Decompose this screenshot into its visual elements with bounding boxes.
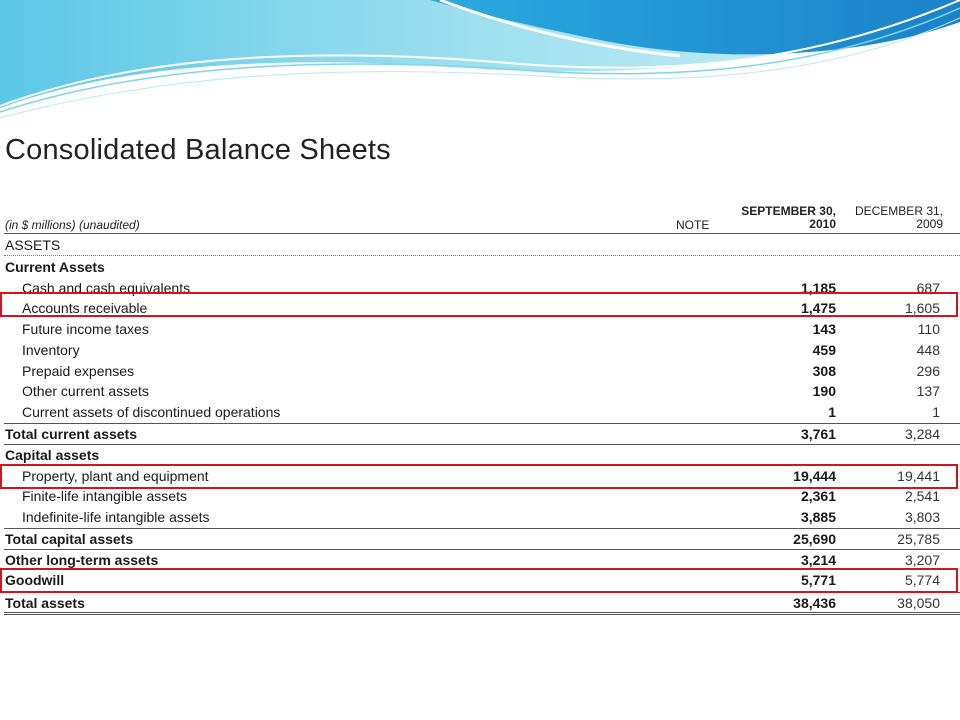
column-header-2010-line2: 2010: [809, 217, 836, 231]
table-row: [0, 550, 960, 570]
table-row: [0, 507, 960, 527]
row-label: Indefinite-life intangible assets: [22, 509, 210, 525]
column-header-2010: [741, 205, 836, 231]
value-2010: 3,885: [800, 509, 836, 525]
note-column-header: NOTE: [676, 218, 710, 232]
table-row: [0, 445, 960, 465]
value-2009: 25,785: [897, 531, 940, 547]
column-header-2010-line1: SEPTEMBER 30,: [741, 204, 836, 218]
value-2010: 5,771: [800, 572, 836, 588]
row-label: Cash and cash equivalents: [22, 280, 191, 296]
value-2009: 3,803: [904, 509, 940, 525]
value-2010: 3,761: [800, 426, 836, 442]
value-2009: 3,284: [904, 426, 940, 442]
row-label: Goodwill: [5, 572, 65, 588]
value-2010: 38,436: [793, 595, 836, 611]
table-row: [0, 340, 960, 360]
row-label: Inventory: [22, 342, 80, 358]
value-2010: 308: [812, 363, 836, 379]
row-label: Prepaid expenses: [22, 363, 135, 379]
column-header-2009-line1: DECEMBER 31,: [854, 204, 943, 218]
table-row: [0, 257, 960, 277]
table-row: [0, 361, 960, 381]
value-2010: 1,185: [800, 280, 836, 296]
table-row: [0, 402, 960, 422]
row-label: Capital assets: [5, 447, 100, 463]
value-2009: 38,050: [897, 595, 940, 611]
row-label: Property, plant and equipment: [22, 468, 209, 484]
row-label: Total assets: [5, 595, 85, 611]
value-2010: 190: [812, 383, 836, 399]
row-label: Accounts receivable: [22, 300, 148, 316]
header-rule: [4, 233, 960, 234]
value-2010: 1,475: [800, 300, 836, 316]
value-2009: 1,605: [904, 300, 940, 316]
units-label: (in $ millions) (unaudited): [5, 218, 140, 232]
row-label: Future income taxes: [22, 321, 149, 337]
highlight-box-goodwill: [0, 568, 958, 593]
value-2009: 296: [916, 363, 940, 379]
highlight-box-property-plant-equipment: [0, 464, 958, 489]
value-2010: 19,444: [793, 468, 836, 484]
table-row: [0, 486, 960, 506]
value-2010: 25,690: [793, 531, 836, 547]
table-row: [0, 235, 960, 255]
row-label: ASSETS: [5, 237, 61, 253]
row-label: Total capital assets: [5, 531, 134, 547]
row-label: Current assets of discontinued operations: [22, 404, 281, 420]
value-2009: 110: [917, 321, 940, 337]
value-2010: 143: [812, 321, 836, 337]
highlight-box-accounts-receivable: [0, 292, 958, 317]
row-label: Other long-term assets: [5, 552, 159, 568]
value-2010: 2,361: [800, 488, 836, 504]
table-row: [0, 319, 960, 339]
decorative-wave-banner: [0, 0, 960, 140]
row-label: Finite-life intangible assets: [22, 488, 187, 504]
row-label: Other current assets: [22, 383, 149, 399]
value-2009: 448: [916, 342, 940, 358]
value-2009: 1: [932, 404, 940, 420]
value-2009: 687: [916, 280, 940, 296]
table-row-total: [0, 593, 960, 613]
column-header-2009: [855, 205, 943, 231]
column-header-2009-line2: 2009: [916, 217, 943, 231]
assets-dotted-rule: [4, 255, 960, 256]
value-2009: 3,207: [904, 552, 940, 568]
row-label: Current Assets: [5, 259, 105, 275]
page-title: Consolidated Balance Sheets: [5, 134, 391, 166]
table-row-total: [0, 424, 960, 444]
row-label: Total current assets: [5, 426, 138, 442]
table-row-total: [0, 529, 960, 549]
value-2010: 3,214: [800, 552, 836, 568]
value-2009: 5,774: [904, 572, 940, 588]
value-2009: 19,441: [897, 468, 940, 484]
value-2010: 459: [812, 342, 836, 358]
value-2009: 2,541: [904, 488, 940, 504]
value-2009: 137: [916, 383, 940, 399]
table-row: [0, 381, 960, 401]
value-2010: 1: [828, 404, 836, 420]
